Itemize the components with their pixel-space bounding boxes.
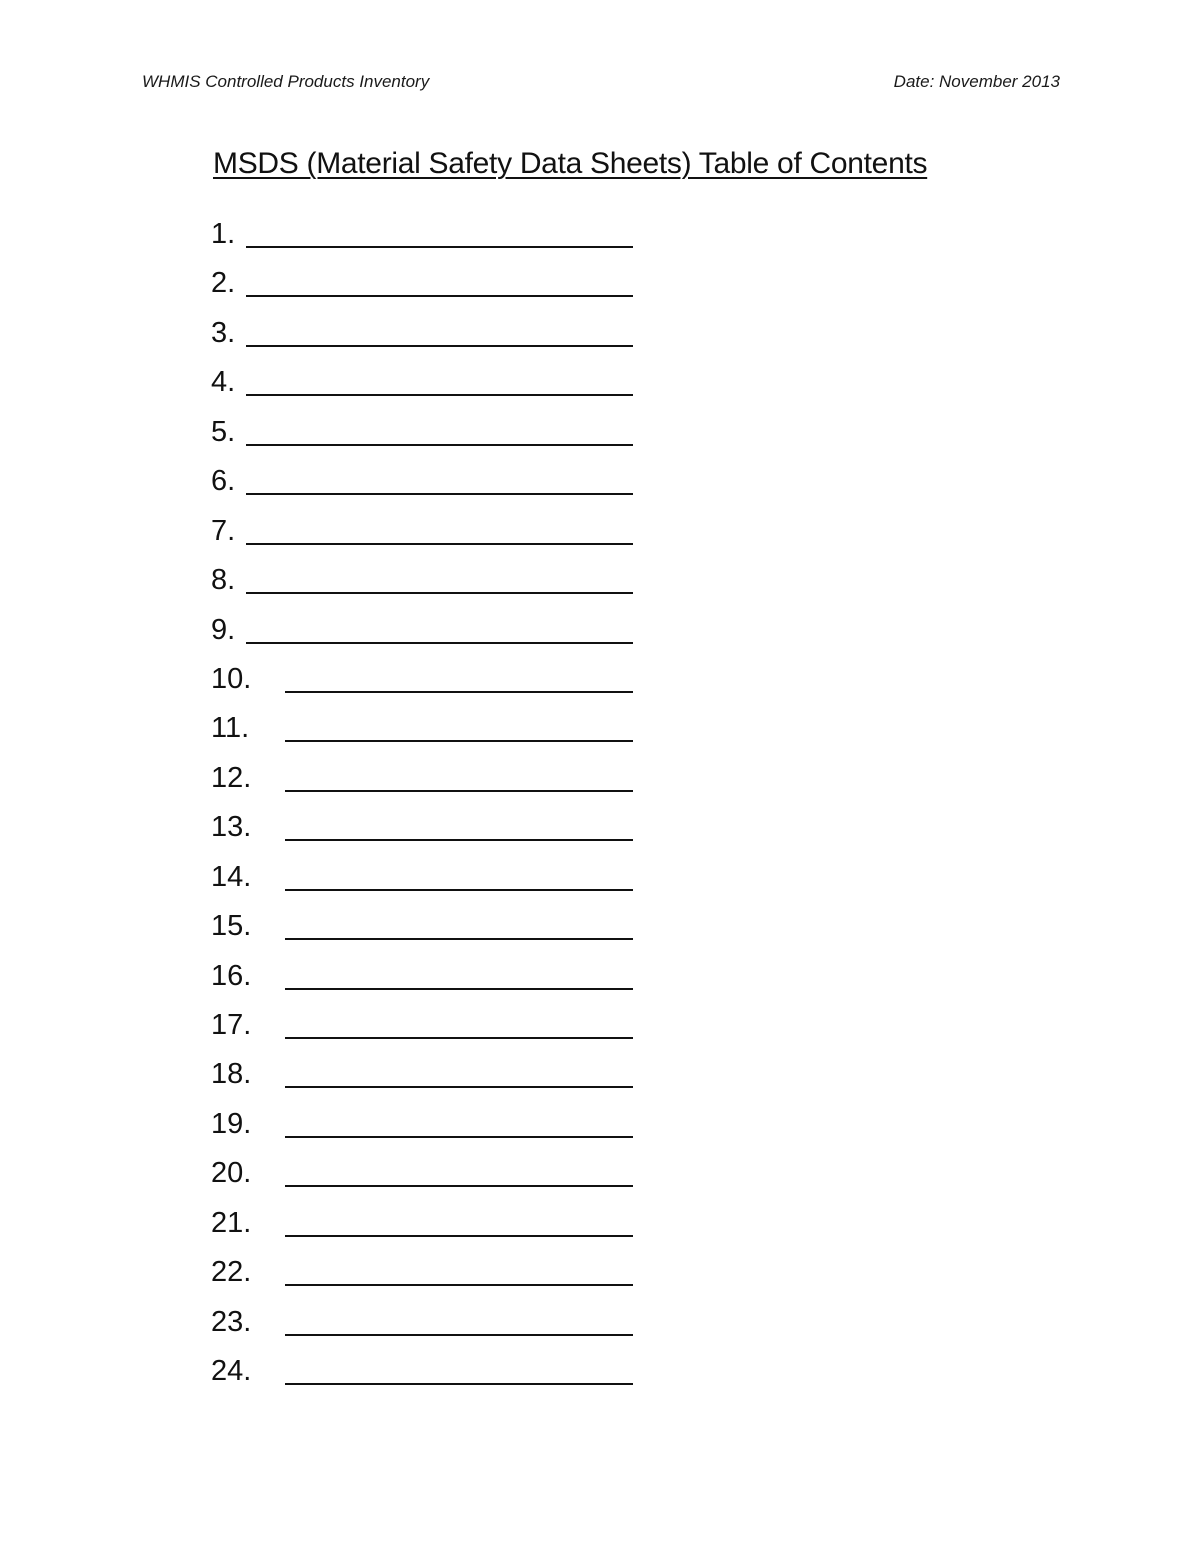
toc-item <box>211 1203 641 1252</box>
toc-item <box>211 659 641 708</box>
toc-blank-line[interactable] <box>285 1185 633 1187</box>
toc-blank-line[interactable] <box>246 246 633 248</box>
toc-blank-line[interactable] <box>246 394 633 396</box>
toc-item <box>211 610 641 659</box>
toc-item-number: 5. <box>211 415 236 448</box>
toc-item-number: 19. <box>211 1107 252 1140</box>
toc-blank-line[interactable] <box>285 1086 633 1088</box>
toc-blank-line[interactable] <box>285 938 633 940</box>
toc-item-number: 9. <box>211 613 236 646</box>
toc-item <box>211 956 641 1005</box>
toc-item-number: 24. <box>211 1355 252 1388</box>
toc-item <box>211 263 641 312</box>
toc-blank-line[interactable] <box>246 642 633 644</box>
toc-item-number: 18. <box>211 1058 252 1091</box>
toc-blank-line[interactable] <box>285 988 633 990</box>
toc-item <box>211 1104 641 1153</box>
toc-item <box>211 807 641 856</box>
toc-item-number: 23. <box>211 1305 252 1338</box>
toc-blank-line[interactable] <box>285 790 633 792</box>
toc-blank-line[interactable] <box>285 691 633 693</box>
page-title: MSDS (Material Safety Data Sheets) Table of Contents <box>213 147 928 180</box>
toc-item <box>211 708 641 757</box>
toc-blank-line[interactable] <box>285 1235 633 1237</box>
toc-blank-line[interactable] <box>285 1334 633 1336</box>
toc-item-number: 21. <box>211 1206 252 1239</box>
toc-item-number: 8. <box>211 564 236 597</box>
toc-item-number: 4. <box>211 366 236 399</box>
header-document-title: WHMIS Controlled Products Inventory <box>142 72 430 91</box>
toc-item <box>211 758 641 807</box>
toc-item-number: 12. <box>211 761 252 794</box>
toc-item-number: 15. <box>211 910 252 943</box>
toc-blank-line[interactable] <box>285 889 633 891</box>
toc-item <box>211 313 641 362</box>
toc-blank-line[interactable] <box>246 493 633 495</box>
toc-blank-line[interactable] <box>285 839 633 841</box>
toc-item <box>211 1351 641 1400</box>
toc-blank-line[interactable] <box>285 1284 633 1286</box>
toc-item <box>211 1005 641 1054</box>
toc-item <box>211 1302 641 1351</box>
toc-item-number: 7. <box>211 514 236 547</box>
toc-item <box>211 857 641 906</box>
toc-item-number: 14. <box>211 860 252 893</box>
toc-item-number: 22. <box>211 1256 252 1289</box>
toc-blank-line[interactable] <box>246 543 633 545</box>
toc-list <box>211 214 641 1401</box>
toc-item <box>211 511 641 560</box>
toc-item-number: 10. <box>211 662 252 695</box>
page-header <box>142 72 1060 96</box>
toc-item <box>211 214 641 263</box>
toc-item-number: 17. <box>211 1009 252 1041</box>
toc-blank-line[interactable] <box>246 444 633 446</box>
toc-blank-line[interactable] <box>246 592 633 594</box>
header-date: Date: November 2013 <box>893 72 1060 91</box>
toc-blank-line[interactable] <box>285 1037 633 1039</box>
toc-blank-line[interactable] <box>285 1136 633 1138</box>
toc-item-number: 20. <box>211 1157 252 1190</box>
toc-blank-line[interactable] <box>246 295 633 297</box>
toc-item-number: 16. <box>211 959 252 992</box>
toc-item-number: 13. <box>211 811 252 844</box>
toc-blank-line[interactable] <box>246 345 633 347</box>
toc-item-number: 6. <box>211 465 236 498</box>
toc-blank-line[interactable] <box>285 1383 633 1385</box>
toc-item-number: 1. <box>211 218 236 250</box>
toc-item <box>211 906 641 955</box>
toc-item-number: 3. <box>211 316 236 349</box>
toc-item <box>211 461 641 510</box>
toc-blank-line[interactable] <box>285 740 633 742</box>
toc-item-number: 2. <box>211 267 236 300</box>
toc-item-number: 11. <box>211 712 250 745</box>
toc-item <box>211 362 641 411</box>
toc-item <box>211 1153 641 1202</box>
toc-item <box>211 412 641 461</box>
toc-item <box>211 1252 641 1301</box>
toc-item <box>211 1054 641 1103</box>
toc-item <box>211 560 641 609</box>
